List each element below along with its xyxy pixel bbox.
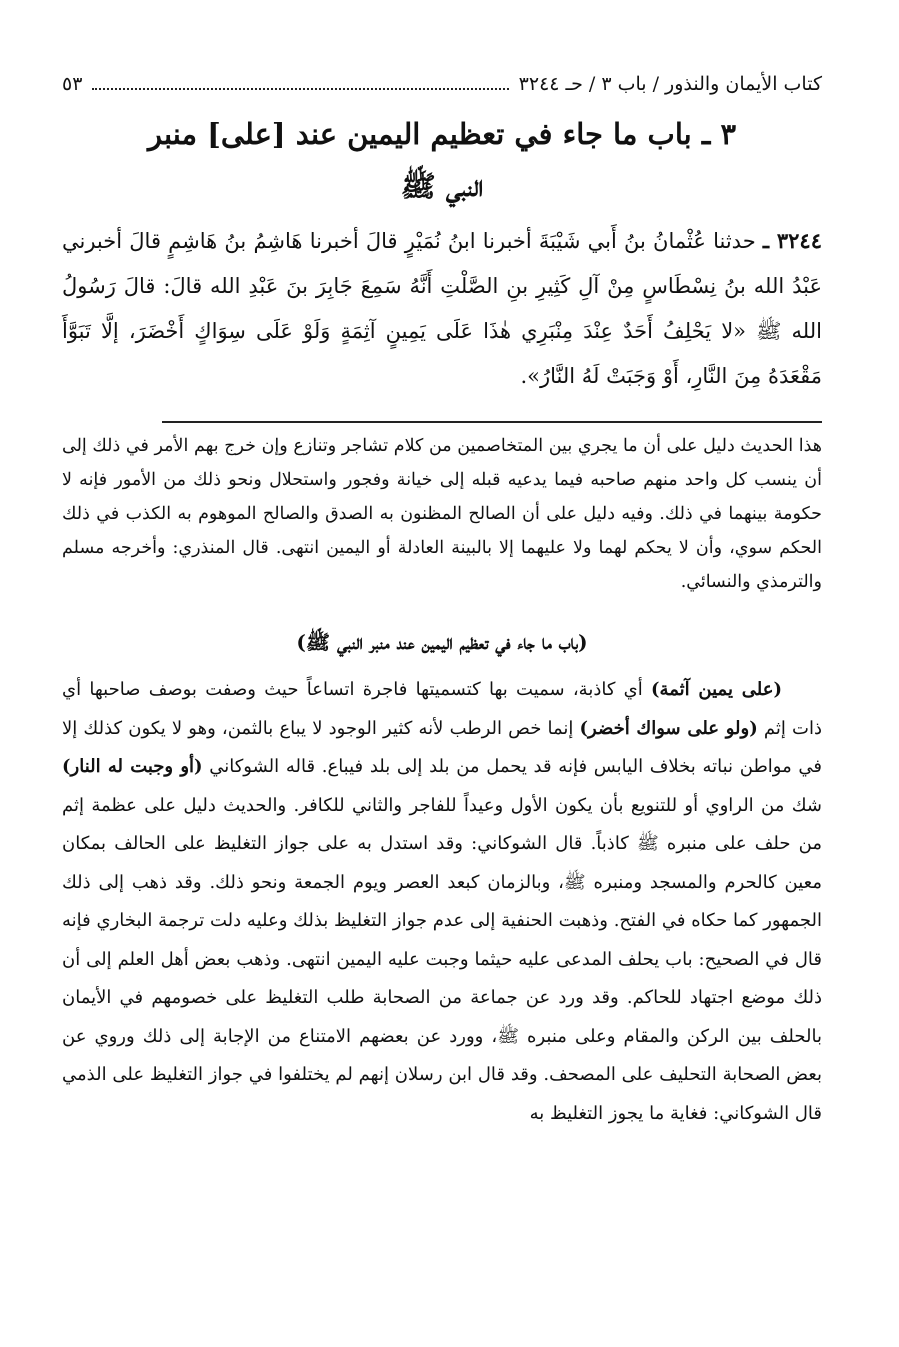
running-header xyxy=(62,70,822,104)
page-number: ٥٣ xyxy=(62,73,83,95)
hadith-number: ٣٢٤٤ ـ xyxy=(762,228,822,253)
lemma-2: (ولو على سواك أخضر) xyxy=(579,717,758,739)
book-page xyxy=(62,70,822,1340)
commentary-text: هذا الحديث دليل على أن ما يجري بين المتخاصمين من كلام تشاجر وتنازع وإن خرج بهم الأمر في ذلك إلى أن ينسب كل واحد منهم صاحبه فيما يدعيه قبله إلى خيانة وفجور واستحلال ونحو ذلك من الأمور فإنه لا حكومة بينهما في ذلك. وفيه دليل على أن الصالح المظنون به الصدق والصالح الموهوم به الكذب في ذلك الحكم سوي، وأن لا يحكم لهما ولا عليهما إلا بالبينة العادلة أو اليمين انتهى. قال المنذري: وأخرجه مسلم والترمذي والنسائي. xyxy=(62,436,822,592)
hadith-body: حدثنا عُثْمانُ بنُ أَبي شَيْبَةَ أخبرنا ابنُ نُمَيْرٍ قالَ أخبرنا هَاشِمُ بنُ هَاشِمٍ قالَ أخبرني عَبْدُ الله بنُ نِسْطَاسٍ مِنْ آلِ كَثِيرِ بنِ الصَّلْتِ أَنَّهُ سَمِعَ جَابِرَ بنَ عَبْدِ الله قالَ: قالَ رَسُولُ الله ﷺ «لا يَحْلِفُ أَحَدٌ عِنْدَ مِنْبَرِي هٰذَا عَلَى يَمِينٍ آثِمَةٍ وَلَوْ عَلَى سِوَاكٍ أَخْضَرَ، إلَّا تَبَوَّأَ مَقْعَدَهُ مِنَ النَّارِ، أَوْ وَجَبَتْ لَهُ النَّارُ». xyxy=(62,229,822,388)
sharh-segment-3: شك من الراوي أو للتنويع بأن يكون الأول وعيداً للفاجر والثاني للكافر. والحديث دليل على عظمة إثم من حلف على منبره ﷺ كاذباً. قال الشوكاني: وقد استدل به على جواز التغليظ على الحالف بمكان معين كالحرم والمسجد ومنبره ﷺ، وبالزمان كبعد العصر ويوم الجمعة ونحو ذلك. وقد ذهب إلى ذلك الجمهور كما حكاه في الفتح. وذهبت الحنفية إلى عدم جواز التغليظ بذلك وعليه دلت ترجمة البخاري فإنه قال في الصحيح: باب يحلف المدعى عليه حيثما وجبت عليه اليمين انتهى. وذهب بعض أهل العلم إلى أن ذلك موضع اجتهاد للحاكم. وقد ورد عن جماعة من الصحابة طلب التغليظ على خصومهم في الأيمان بالحلف بين الركن والمقام وعلى منبره ﷺ، وورد عن بعضهم الامتناع من الإجابة إلى ذلك وروي عن بعض الصحابة التحليف على المصحف. وقد قال ابن رسلان إنهم لم يختلفوا في جواز التغليظ على الذمي قال الشوكاني: فغاية ما يجوز التغليظ به xyxy=(62,794,822,1124)
footnote-rule xyxy=(162,421,822,423)
leader-dots xyxy=(92,87,508,90)
sharh-segment-2: إنما خص الرطب لأنه كثير الوجود لا يباع بالثمن، وهو لا يكون كذلك إلا في مواطن نباته بخلاف اليابس فإنه قد يحمل من بلد إلى بلد فيباع. قاله الشوكاني xyxy=(62,717,822,777)
chapter-title-line-2: النبي ﷺ xyxy=(400,169,484,203)
sharh-heading: (باب ما جاء في تعظيم اليمين عند منبر النبي ﷺ) xyxy=(296,630,588,654)
running-header-title: كتاب الأيمان والنذور / باب ٣ / حـ ٣٢٤٤ xyxy=(518,73,822,95)
hadith-text xyxy=(62,218,822,399)
chapter-title xyxy=(72,108,812,212)
sharh-text xyxy=(62,671,822,1133)
sharh-segment-1: أي كاذبة، سميت بها كتسميتها فاجرة اتساعاً حيث وصفت بوصف صاحبها أي ذات إثم xyxy=(62,679,822,739)
chapter-title-line-1: ٣ ـ باب ما جاء في تعظيم اليمين عند [على] منبر xyxy=(147,117,737,151)
lemma-1: (على يمين آثمة) xyxy=(651,679,782,700)
lemma-3: (أو وجبت له النار) xyxy=(62,756,203,777)
